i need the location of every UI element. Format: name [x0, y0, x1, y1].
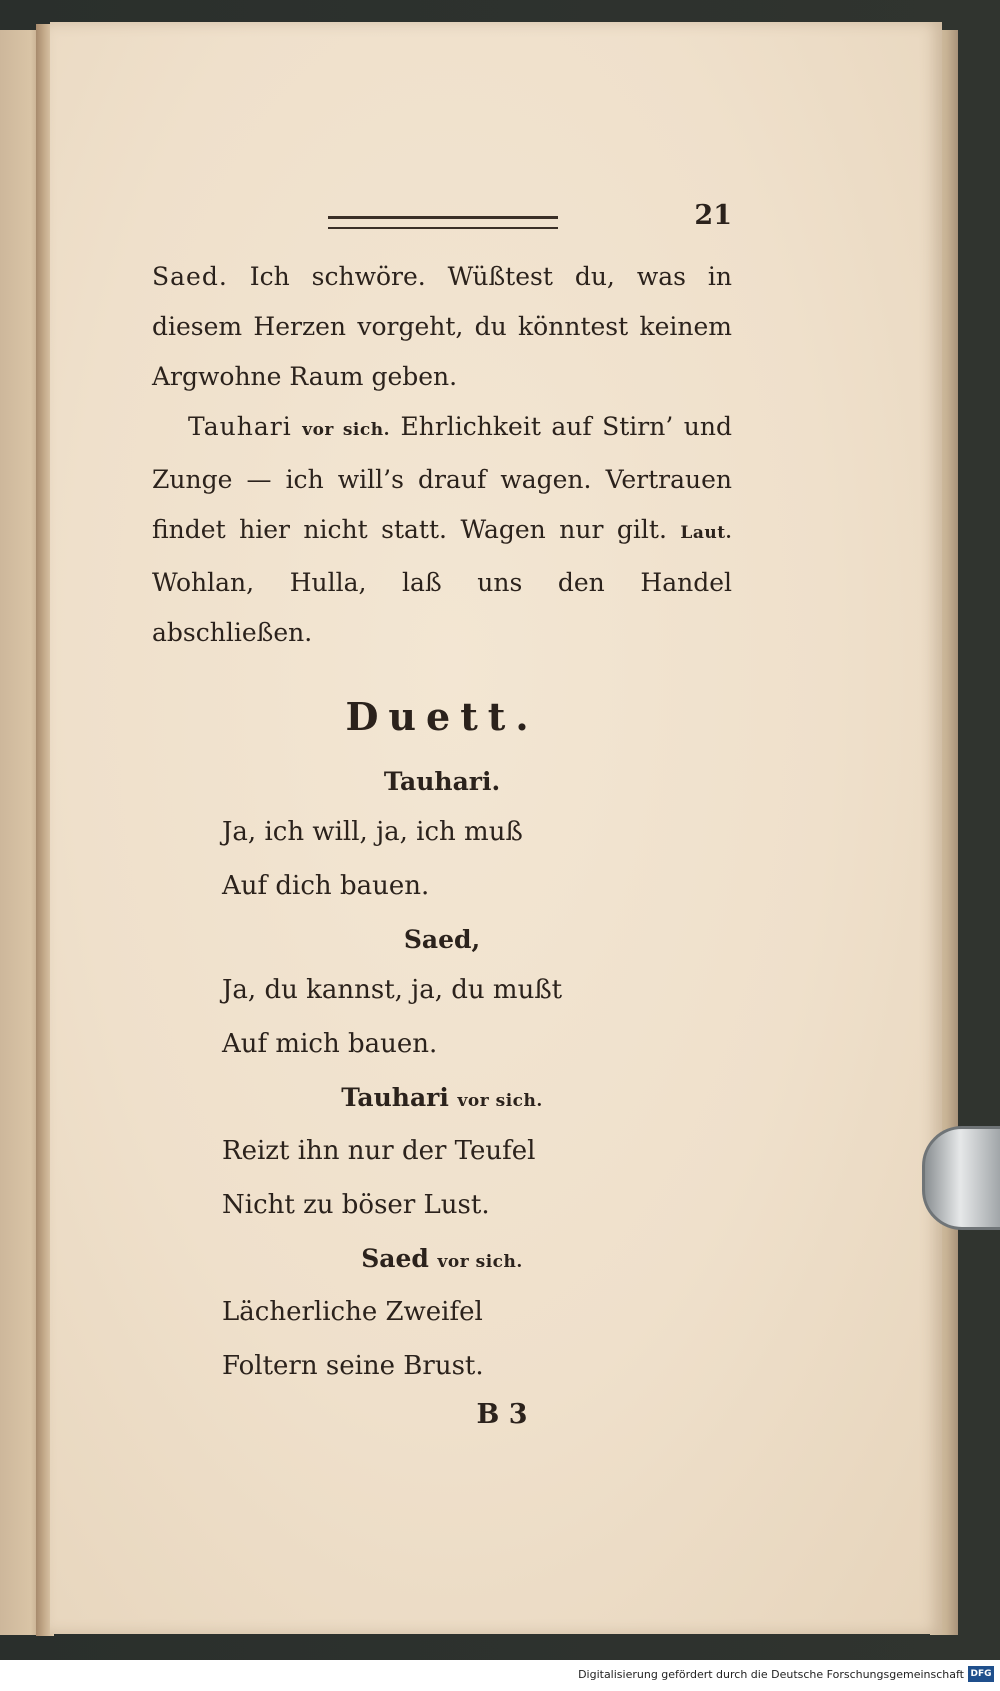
verse-line: Auf mich bauen. — [222, 1029, 438, 1059]
prose-paragraph-2 — [152, 402, 732, 658]
page-number: 21 — [694, 200, 732, 231]
speaker-name: Tauhari — [188, 412, 292, 441]
printer-signature: B 3 — [476, 1399, 528, 1430]
verse-speaker — [152, 1236, 732, 1285]
verse-block-3 — [152, 1075, 732, 1232]
verse-block-4 — [152, 1236, 732, 1393]
verse-line: Auf dich bauen. — [222, 871, 430, 901]
verse-speaker-name: Saed, — [403, 925, 481, 954]
footer-bar — [0, 1660, 1000, 1691]
verse-speaker-name: Tauhari. — [383, 767, 501, 796]
verse-speaker-name: Saed — [361, 1244, 429, 1273]
page-content — [152, 200, 732, 1430]
verse-line: Lächerliche Zweifel — [222, 1297, 483, 1327]
footer-credit: Digitalisierung gefördert durch die Deutsche Forschungsgemeinschaft — [578, 1668, 964, 1681]
verse-speaker-name: Tauhari — [341, 1083, 449, 1112]
stage-direction: vor sich. — [437, 1252, 523, 1272]
header-rule — [328, 216, 558, 229]
stage-direction: Laut. — [680, 523, 732, 543]
page-header — [152, 200, 732, 252]
speaker-name: Saed. — [152, 262, 228, 291]
page-clip — [922, 1126, 1000, 1230]
verse-line: Ja, du kannst, ja, du mußt — [222, 975, 563, 1005]
verse-line: Ja, ich will, ja, ich muß — [222, 817, 523, 847]
section-title: Duett. — [345, 694, 539, 739]
stage-direction: vor sich. — [302, 420, 390, 440]
verse-line: Reizt ihn nur der Teufel — [222, 1136, 536, 1166]
prose-text: Wohlan, Hulla, laß uns den Handel abschließen. — [152, 568, 732, 647]
verse-speaker — [152, 917, 732, 963]
verse-speaker — [152, 1075, 732, 1124]
stage-direction: vor sich. — [457, 1091, 543, 1111]
verse-line: Foltern seine Brust. — [222, 1351, 484, 1381]
verse-block-2 — [152, 917, 732, 1071]
verse-line: Nicht zu böser Lust. — [222, 1190, 490, 1220]
dfg-logo-icon: DFG — [968, 1666, 994, 1682]
verse-block-1 — [152, 759, 732, 913]
prose-paragraph-1 — [152, 252, 732, 402]
prose-text: Ich schwöre. Wüßtest du, was in diesem Herzen vorgeht, du könntest keinem Argwohne Raum geben. — [152, 262, 732, 391]
verse-speaker — [152, 759, 732, 805]
prose-text: Ehrlichkeit auf Stirn’ und Zunge — ich will’s drauf wagen. Vertrauen findet hier nicht statt. Wagen nur gilt. — [152, 412, 732, 544]
